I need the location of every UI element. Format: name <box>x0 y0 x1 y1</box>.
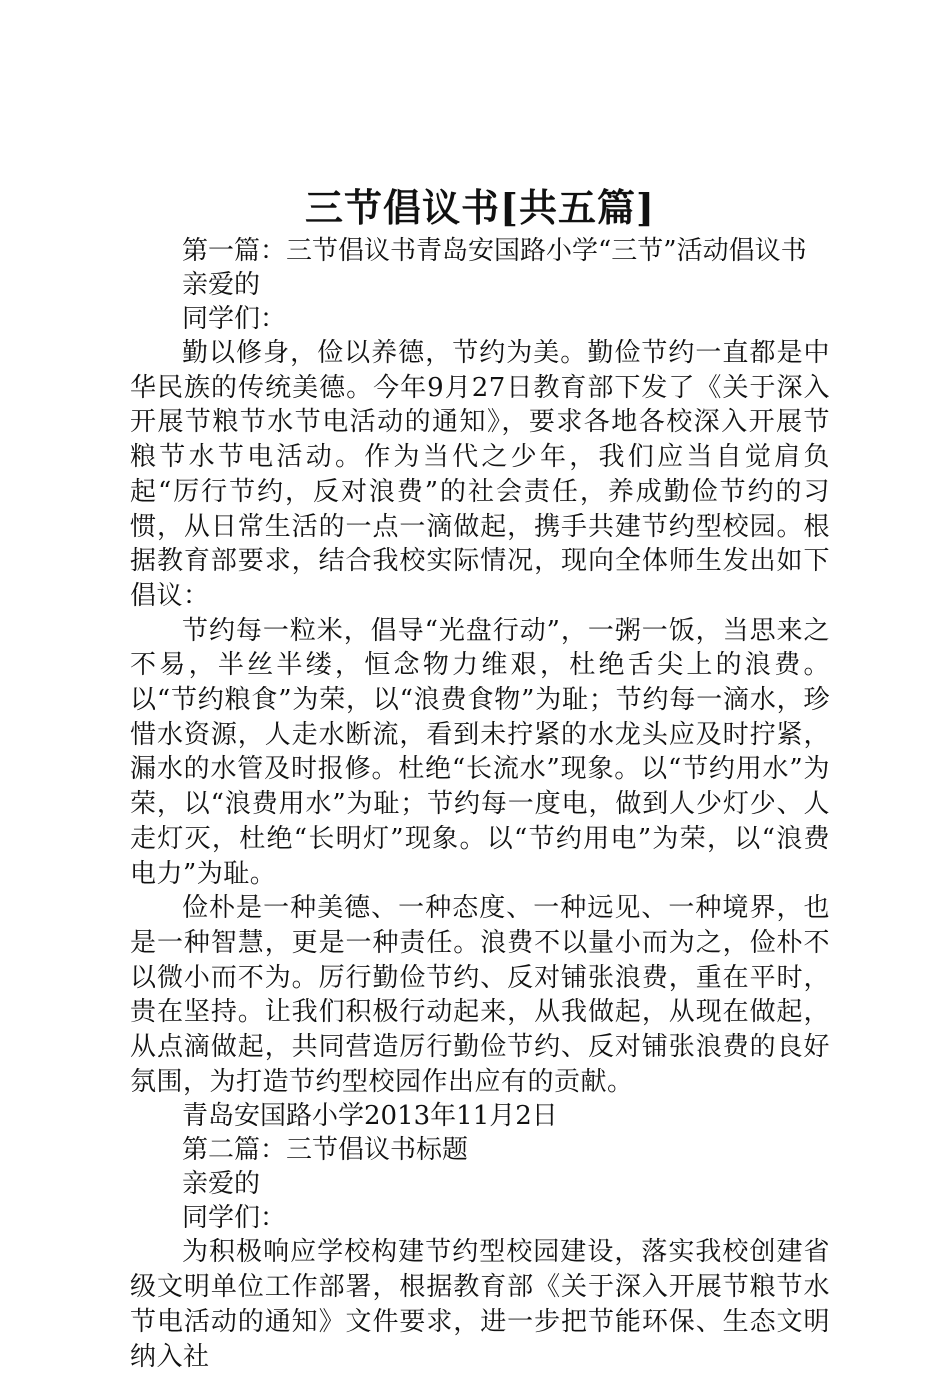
section-heading: 第二篇：三节倡议书标题 <box>182 1135 469 1166</box>
body-paragraph: 俭朴是一种美德、一种态度、一种远见、一种境界，也是一种智慧，更是一种责任。浪费不以量小而为之，俭朴不以微小而不为。厉行勤俭节约、反对铺张浪费，重在平时，贵在坚持。让我们积极行动起来，从我做起，从现在做起，从点滴做起，共同营造厉行勤俭节约、反对铺张浪费的良好氛围，为打造节约型校园作出应有的贡献。 <box>130 893 830 1097</box>
greeting-line: 同学们： <box>182 1203 287 1234</box>
greeting-line: 同学们： <box>182 304 287 334</box>
greeting-line: 亲爱的 <box>182 1169 261 1200</box>
section-heading: 第一篇：三节倡议书青岛安国路小学“三节”活动倡议书 <box>182 236 807 266</box>
body-paragraph: 勤以修身，俭以养德，节约为美。勤俭节约一直都是中华民族的传统美德。今年9月27日教育部下发了《关于深入开展节粮节水节电活动的通知》，要求各地各校深入开展节粮节水节电活动。作为当代之少年，我们应当自觉肩负起“厉行节约，反对浪费”的社会责任，养成勤俭节约的习惯，从日常生活的一点一滴做起，携手共建节约型校园。根据教育部要求，结合我校实际情况，现向全体师生发出如下倡议： <box>130 338 830 611</box>
body-paragraph: 为积极响应学校构建节约型校园建设，落实我校创建省级文明单位工作部署，根据教育部《关于深入开展节粮节水节电活动的通知》文件要求，进一步把节能环保、生态文明纳入社 <box>130 1237 830 1372</box>
document-title: 三节倡议书[共五篇] <box>305 185 655 230</box>
greeting-line: 亲爱的 <box>182 270 261 300</box>
document-page <box>130 182 830 1374</box>
body-paragraph: 节约每一粒米，倡导“光盘行动”，一粥一饭，当思来之不易，半丝半缕，恒念物力维艰，杜绝舌尖上的浪费。以“节约粮食”为荣，以“浪费食物”为耻；节约每一滴水，珍惜水资源，人走水断流，看到未拧紧的水龙头应及时拧紧，漏水的水管及时报修。杜绝“长流水”现象。以“节约用水”为荣，以“浪费用水”为耻；节约每一度电，做到人少灯少、人走灯灭，杜绝“长明灯”现象。以“节约用电”为荣，以“浪费电力”为耻。 <box>130 615 830 889</box>
signature-line: 青岛安国路小学2013年11月2日 <box>182 1101 558 1132</box>
